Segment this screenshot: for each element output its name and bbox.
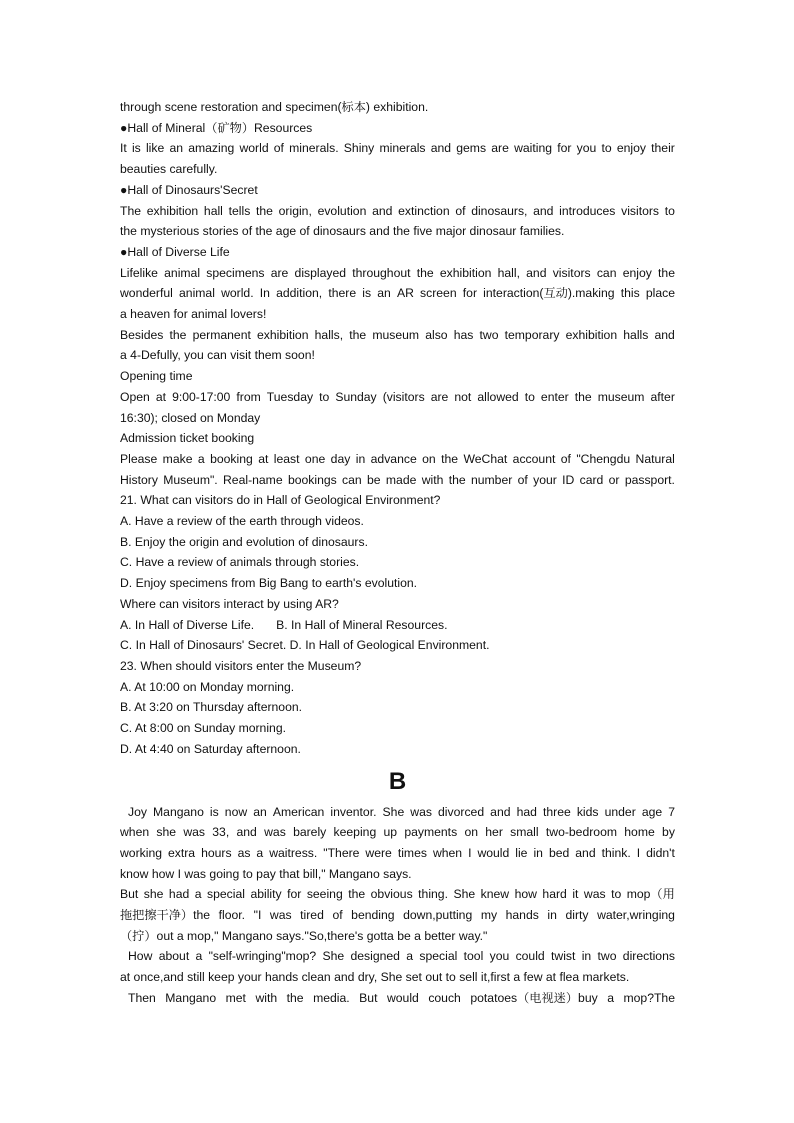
text-line: Besides the permanent exhibition halls, the museum also has two temporary exhibition halls and bbox=[120, 327, 675, 342]
question-stem: 23. When should visitors enter the Museum? bbox=[120, 658, 362, 673]
question-21 bbox=[120, 490, 675, 594]
option-row-cd: C. In Hall of Dinosaurs' Secret. D. In Hall of Geological Environment. bbox=[120, 638, 490, 653]
option-a: A. At 10:00 on Monday morning. bbox=[120, 679, 295, 694]
text-line: Lifelike animal specimens are displayed throughout the exhibition hall, and visitors can enjoy the bbox=[120, 265, 675, 280]
text-line: working extra hours as a waitress. "There were times when I would lie in bed and think. I didn't bbox=[120, 845, 675, 860]
option-d: D. Enjoy specimens from Big Bang to earth's evolution. bbox=[120, 576, 418, 591]
text-line: ●Hall of Diverse Life bbox=[120, 244, 230, 259]
text-line: a heaven for animal lovers! bbox=[120, 307, 267, 322]
text-line: But she had a special ability for seeing the obvious thing. She knew how hard it was to mop（用 bbox=[120, 887, 675, 902]
text-line: 拖把擦干净）the floor. "I was tired of bending down,putting my hands in dirty water,wringing bbox=[120, 908, 675, 923]
document-page bbox=[120, 97, 675, 1009]
text-line: at once,and still keep your hands clean and dry, She set out to sell it,first a few at flea markets. bbox=[120, 970, 630, 985]
section-b-title: B bbox=[388, 767, 407, 795]
text-line: Open at 9:00-17:00 from Tuesday to Sunday (visitors are not allowed to enter the museum after bbox=[120, 389, 675, 404]
text-line: ●Hall of Dinosaurs'Secret bbox=[120, 182, 258, 197]
text-line: History Museum". Real-name bookings can be made with the number of your ID card or passport. bbox=[120, 472, 675, 487]
text-line: know how I was going to pay that bill," Mangano says. bbox=[120, 866, 412, 881]
section-b-passage bbox=[120, 802, 675, 1009]
text-line: through scene restoration and specimen(标本) exhibition. bbox=[120, 100, 429, 114]
option-d: D. At 4:40 on Saturday afternoon. bbox=[120, 741, 301, 756]
question-stem: 21. What can visitors do in Hall of Geological Environment? bbox=[120, 493, 441, 508]
text-line: wonderful animal world. In addition, there is an AR screen for interaction(互动).making this place bbox=[120, 286, 675, 301]
text-line: （拧）out a mop," Mangano says."So,there's gotta be a better way." bbox=[120, 928, 488, 943]
text-line: when she was 33, and was barely keeping up payments on her small two-bedroom home by bbox=[120, 825, 675, 840]
option-c: C. Have a review of animals through stories. bbox=[120, 555, 360, 570]
option-b: B. Enjoy the origin and evolution of dinosaurs. bbox=[120, 534, 368, 549]
option-b: B. In Hall of Mineral Resources. bbox=[276, 617, 448, 632]
option-a: A. Have a review of the earth through videos. bbox=[120, 514, 364, 529]
text-line: It is like an amazing world of minerals. Shiny minerals and gems are waiting for you to enjoy their bbox=[120, 141, 675, 156]
option-a: A. In Hall of Diverse Life. bbox=[120, 617, 255, 632]
text-line: Opening time bbox=[120, 369, 193, 384]
text-line: Please make a booking at least one day in advance on the WeChat account of "Chengdu Natural bbox=[120, 451, 675, 466]
text-line: How about a "self-wringing"mop? She designed a special tool you could twist in two directions bbox=[128, 949, 675, 964]
question-stem: Where can visitors interact by using AR? bbox=[120, 596, 339, 611]
section-a-passage bbox=[120, 97, 675, 490]
text-line: Then Mangano met with the media. But would couch potatoes（电视迷）buy a mop?The bbox=[128, 990, 675, 1005]
text-line: Admission ticket booking bbox=[120, 431, 255, 446]
text-line: Joy Mangano is now an American inventor. She was divorced and had three kids under age 7 bbox=[128, 804, 675, 819]
text-line: the mysterious stories of the age of dinosaurs and the five major dinosaur families. bbox=[120, 224, 565, 239]
option-c: C. At 8:00 on Sunday morning. bbox=[120, 721, 286, 736]
question-23 bbox=[120, 656, 675, 760]
text-line: The exhibition hall tells the origin, evolution and extinction of dinosaurs, and introduces visitors to bbox=[120, 203, 675, 218]
option-b: B. At 3:20 on Thursday afternoon. bbox=[120, 700, 303, 715]
text-line: beauties carefully. bbox=[120, 162, 218, 177]
text-line: a 4-Defully, you can visit them soon! bbox=[120, 348, 315, 363]
text-line: 16:30); closed on Monday bbox=[120, 410, 261, 425]
text-line: ●Hall of Mineral（矿物）Resources bbox=[120, 120, 313, 135]
question-22 bbox=[120, 594, 675, 656]
option-row-ab bbox=[120, 615, 675, 636]
